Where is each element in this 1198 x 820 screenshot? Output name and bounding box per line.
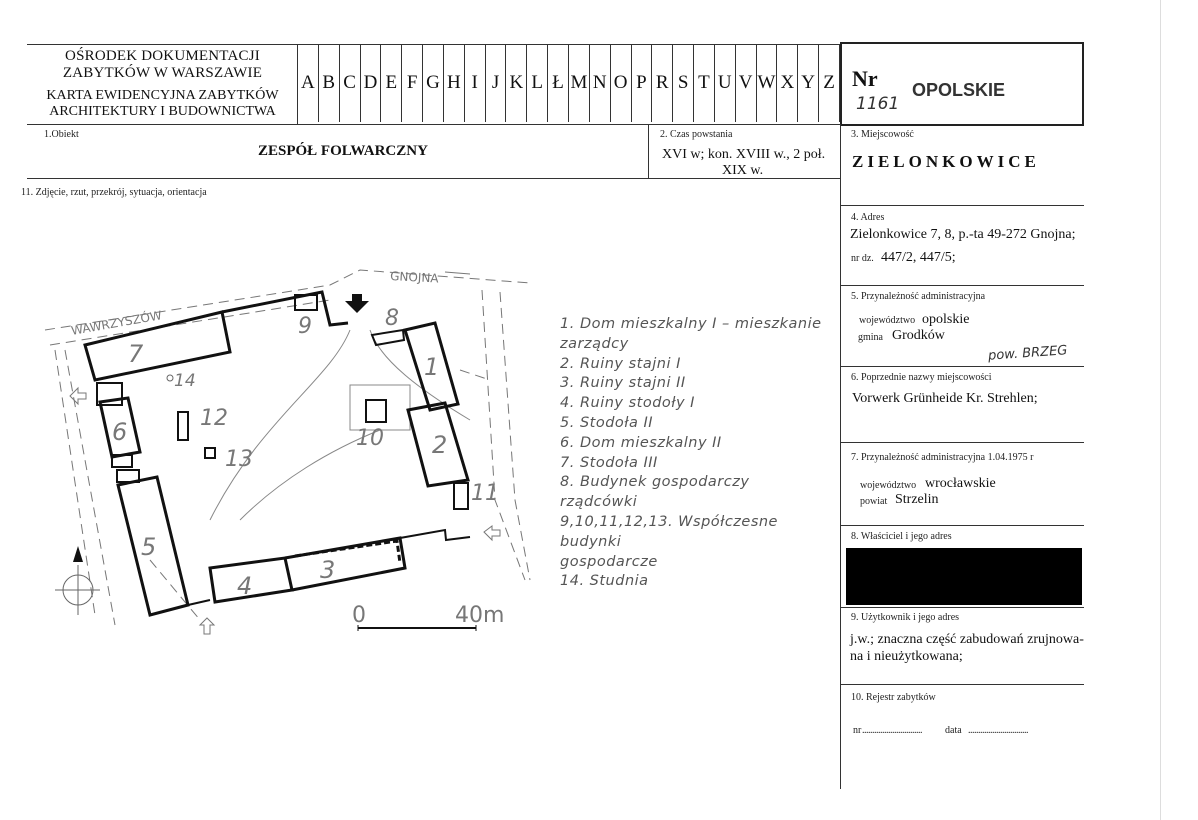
- index-letter-cell: H: [443, 44, 464, 122]
- plan-number-11: 11: [471, 481, 499, 506]
- plan-legend: [560, 315, 840, 592]
- index-letter-cell: O: [610, 44, 631, 122]
- admin-voivodeship-value: opolskie: [922, 312, 970, 327]
- building-12: [178, 412, 188, 440]
- date-value-line-1: XVI w; kon. XVIII w., 2 poł.: [662, 147, 826, 162]
- scale-start: 0: [352, 603, 366, 628]
- index-letter-cell: N: [589, 44, 610, 122]
- parcel-label: nr dz.: [851, 253, 874, 264]
- legend-item: 9,10,11,12,13. Współczesne budynki: [560, 513, 778, 550]
- index-letter-cell: C: [339, 44, 360, 122]
- building-13: [205, 448, 215, 458]
- index-letter-cell: Ł: [547, 44, 568, 122]
- index-letter-cell: J: [485, 44, 506, 122]
- index-letter-cell: M: [568, 44, 589, 122]
- institution-line-2: ZABYTKÓW W WARSZAWIE: [62, 65, 263, 81]
- former-names-label: 6. Poprzednie nazwy miejscowości: [851, 372, 992, 383]
- plan-number-9: 9: [298, 314, 312, 339]
- bottom-arrow-icon: [200, 618, 214, 634]
- nr-label: Nr: [852, 66, 878, 91]
- index-letter-cell: G: [422, 44, 443, 122]
- plan-number-13: 13: [225, 447, 253, 472]
- address-line-1: Zielonkowice 7, 8, p.-ta 49-272 Gnojna;: [850, 227, 1076, 242]
- plan-number-8: 8: [385, 306, 399, 331]
- index-letter-cell: R: [651, 44, 672, 122]
- registry-label: 10. Rejestr zabytków: [851, 692, 936, 703]
- index-letter-cell: I: [464, 44, 485, 122]
- plan-number-1: 1: [424, 353, 440, 381]
- plan-number-4: 4: [237, 572, 253, 600]
- legend-item: 7. Stodoła III: [560, 454, 658, 471]
- street-label-left: WAWRZYSZÓW: [70, 308, 163, 338]
- institution-line-1: OŚRODEK DOKUMENTACJI: [65, 48, 260, 64]
- plan-number-10: 10: [356, 426, 384, 451]
- card-title-line-2: ARCHITEKTURY I BUDOWNICTWA: [49, 104, 276, 119]
- index-letter-cell: P: [631, 44, 652, 122]
- date-value-line-2: XIX w.: [722, 163, 764, 178]
- building-11: [454, 483, 468, 509]
- former-names-value: Vorwerk Grünheide Kr. Strehlen;: [852, 391, 1038, 406]
- date-label: 2. Czas powstania: [660, 129, 733, 140]
- admin-1975-powiat-label: powiat: [860, 496, 888, 507]
- parcel-value: 447/2, 447/5;: [881, 250, 956, 265]
- building-10: [366, 400, 386, 422]
- plan-number-2: 2: [432, 431, 448, 459]
- registry-nr-dots: ..............................: [862, 725, 922, 736]
- index-letter-cell: Y: [797, 44, 818, 122]
- index-letter-cell: S: [672, 44, 693, 122]
- index-letter-cell: U: [714, 44, 735, 122]
- admin-1975-powiat-value: Strzelin: [895, 492, 939, 507]
- plan-number-6: 6: [112, 418, 128, 446]
- nr-box: [840, 42, 1084, 126]
- card-title-line-1: KARTA EWIDENCYJNA ZABYTKÓW: [46, 88, 279, 103]
- user-line-2: na i nieużytkowana;: [850, 649, 963, 664]
- admin-1975-voivodeship-label: województwo: [860, 480, 917, 491]
- owner-redaction: [846, 548, 1082, 605]
- index-letter-cell: T: [693, 44, 714, 122]
- photo-label: 11. Zdjęcie, rzut, przekrój, sytuacja, orientacja: [21, 187, 207, 198]
- index-letter-cell: X: [776, 44, 797, 122]
- index-letter-cell: F: [401, 44, 422, 122]
- legend-item: 1. Dom mieszkalny I – mieszkanie: [560, 316, 822, 332]
- index-letter-cell: L: [526, 44, 547, 122]
- plan-number-3: 3: [320, 556, 336, 584]
- index-letter-cell: A: [297, 44, 318, 122]
- legend-item: rządcówki: [560, 494, 638, 511]
- entrance-arrow-icon: [345, 294, 369, 313]
- index-letter-cell: E: [380, 44, 401, 122]
- object-label: 1.Obiekt: [44, 129, 79, 140]
- user-line-1: j.w.; znaczna część zabudowań zrujnowa-: [850, 632, 1084, 647]
- index-letter-cell: W: [756, 44, 777, 122]
- admin-gmina-label: gmina: [858, 332, 883, 343]
- legend-item: 14. Studnia: [560, 573, 649, 590]
- admin-1975-label: 7. Przynależność administracyjna 1.04.1975 r: [851, 452, 1034, 463]
- owner-label: 8. Właściciel i jego adres: [851, 531, 952, 542]
- address-label: 4. Adres: [851, 212, 885, 223]
- legend-item: gospodarcze: [560, 553, 658, 570]
- plan-number-12: 12: [200, 406, 228, 431]
- street-label-top: GNOJNA: [389, 269, 439, 286]
- building-3: [285, 538, 405, 590]
- registry-date-dots: ..............................: [968, 725, 1028, 736]
- place-value: ZIELONKOWICE: [852, 152, 1040, 171]
- admin-label: 5. Przynależność administracyjna: [851, 291, 986, 302]
- plan-number-14: 14: [174, 371, 196, 391]
- voivodeship-stamp: OPOLSKIE: [912, 80, 1006, 100]
- index-letter-cell: V: [735, 44, 756, 122]
- object-value: ZESPÓŁ FOLWARCZNY: [258, 143, 428, 159]
- place-label: 3. Miejscowość: [851, 129, 914, 140]
- admin-voivodeship-label: województwo: [859, 315, 916, 326]
- legend-item: 4. Ruiny stodoły I: [560, 395, 695, 412]
- legend-item: zarządcy: [560, 335, 629, 352]
- registry-date-label: data: [945, 725, 962, 736]
- index-letter-cell: B: [318, 44, 339, 122]
- legend-item: 3. Ruiny stajni II: [560, 375, 686, 392]
- index-letter-cell: K: [505, 44, 526, 122]
- right-arrow-icon: [484, 526, 500, 540]
- legend-item: 6. Dom mieszkalny II: [560, 434, 722, 451]
- index-letter-cell: D: [360, 44, 381, 122]
- legend-item: 5. Stodoła II: [560, 414, 653, 431]
- plan-number-7: 7: [128, 340, 144, 368]
- building-8: [372, 330, 404, 345]
- building-9-wall: [222, 292, 348, 325]
- user-label: 9. Użytkownik i jego adres: [851, 612, 960, 623]
- admin-gmina-value: Grodków: [892, 328, 945, 343]
- legend-item: 8. Budynek gospodarczy: [560, 474, 750, 491]
- registry-nr-label: nr: [853, 725, 862, 736]
- admin-1975-voivodeship-value: wrocławskie: [925, 476, 996, 491]
- legend-item: 2. Ruiny stajni I: [560, 355, 681, 372]
- admin-handwritten-note: pow. BRZEG: [987, 343, 1068, 364]
- plan-number-5: 5: [141, 533, 157, 561]
- index-letter-cell: Z: [818, 44, 839, 122]
- scale-end: 40m: [455, 603, 505, 628]
- nr-value: 1161: [856, 94, 900, 114]
